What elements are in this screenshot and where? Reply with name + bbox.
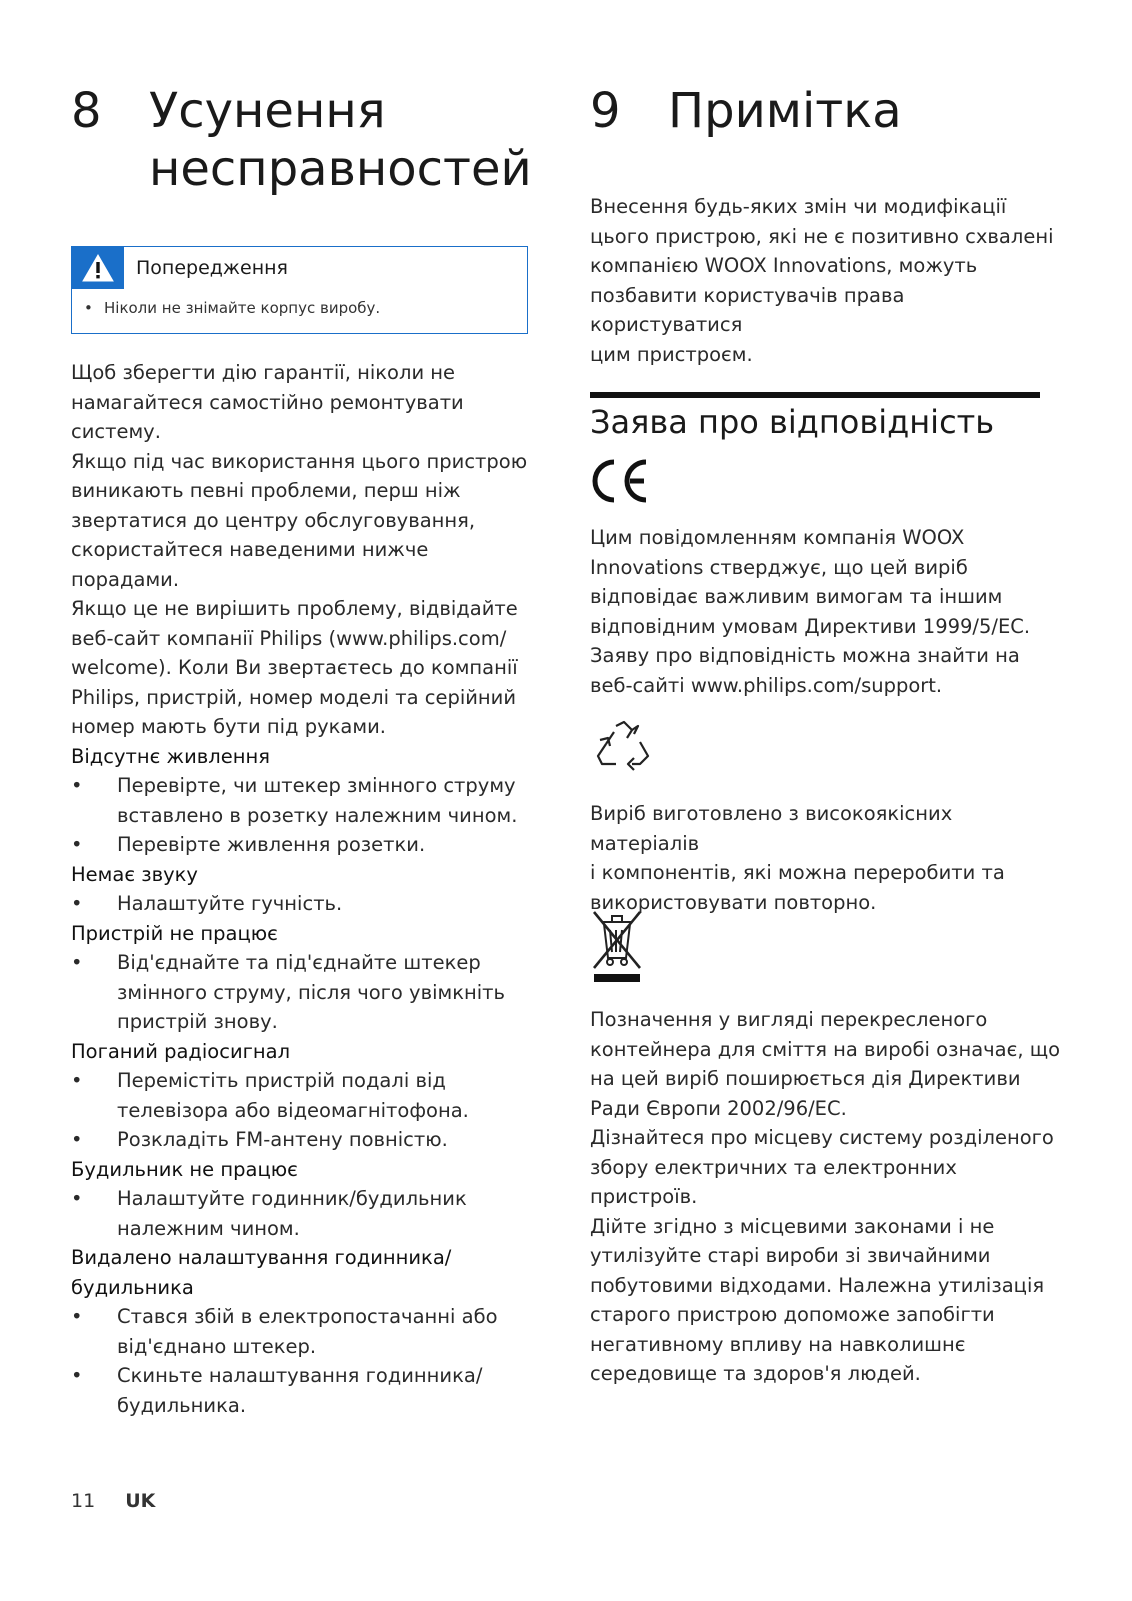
item-line: Налаштуйте гучність. [117,892,343,915]
warning-title: Попередження [136,257,288,279]
problem-heading [71,860,531,890]
item-line: змінного струму, після чого увімкніть [117,980,506,1004]
item-line: Перемістіть пристрій подалі від [117,1069,446,1092]
solution-list [71,1066,531,1155]
chapter-title: Примітка [668,83,902,139]
troubleshooting-body [71,358,531,1420]
solution-item [71,889,531,919]
solution-item [71,1066,531,1125]
heading-line: Будильник не працює [71,1157,298,1181]
paragraph-line: відповідним умовам Директиви 1999/5/EC. [590,614,1031,638]
page-number: 11 [71,1490,96,1512]
solution-item [71,1302,531,1361]
language-code: UK [125,1490,156,1512]
paragraph-line: Якщо під час використання цього пристрою [71,449,528,473]
paragraph-line: цим пристроєм. [590,342,753,366]
solution-list [71,1302,531,1420]
chapter-number: 8 [71,83,102,139]
problem-heading [71,1243,531,1302]
problem-heading [71,1037,531,1067]
paragraph-line: позбавити користувачів права користуватися [590,283,905,336]
notice-paragraph [590,192,1060,369]
solution-list [71,889,531,919]
paragraph-line: пристроїв. [590,1185,698,1208]
paragraph-line: скористайтеся наведеними нижче порадами. [71,538,429,591]
warning-box [71,246,528,334]
item-line: телевізора або відеомагнітофона. [117,1098,469,1122]
problem-heading [71,742,531,772]
solution-item [71,948,531,1037]
page-footer [71,1490,155,1512]
heading-line: Поганий радіосигнал [71,1039,291,1063]
chapter-title [149,82,532,198]
problem-heading [71,919,531,949]
item-line: пристрій знову. [117,1010,278,1033]
paragraph-line: утилізуйте старі вироби зі звичайними [590,1244,991,1267]
ce-paragraph [590,523,1060,700]
intro-paragraph [71,358,531,742]
solution-item [71,1361,531,1420]
paragraph-line: збору електричних та електронних [590,1155,957,1179]
heading-line: Відсутнє живлення [71,744,270,768]
recycle-icon [594,718,652,780]
chapter-title-line-1: Усунення [149,83,386,139]
paragraph-line: Заяву про відповідність можна знайти на [590,644,1020,667]
paragraph-line: веб-сайті www.philips.com/support. [590,673,943,697]
warning-icon [72,247,124,289]
paragraph-line: Дійте згідно з місцевими законами і не [590,1214,995,1238]
heading-line: будильника [71,1275,194,1299]
paragraph-line: компанією WOOX Innovations, можуть [590,254,978,277]
paragraph-line: середовище та здоров'я людей. [590,1362,921,1385]
paragraph-line: Ради Європи 2002/96/EC. [590,1096,847,1120]
paragraph-line: номер мають бути під руками. [71,715,386,738]
solution-list [71,948,531,1037]
paragraph-line: систему. [71,420,161,443]
recycle-paragraph [590,799,1060,917]
item-line: Перевірте живлення розетки. [117,833,426,856]
solution-item [71,771,531,830]
solution-item [71,1184,531,1243]
solution-list [71,771,531,860]
item-line: від'єднано штекер. [117,1334,317,1358]
paragraph-line: контейнера для сміття на виробі означає, що [590,1037,1061,1061]
heading-line: Видалено налаштування годинника/ [71,1246,452,1269]
chapter-title-line-2: несправностей [149,141,532,197]
paragraph-line: Якщо це не вирішить проблему, відвідайте [71,597,518,620]
paragraph-line: Внесення будь-яких змін чи модифікації [590,195,1007,218]
paragraph-line: використовувати повторно. [590,890,877,914]
heading-line: Пристрій не працює [71,921,278,945]
warning-header [72,247,527,289]
paragraph-line: Цим повідомленням компанія WOOX [590,526,965,549]
paragraph-line: виникають певні проблеми, перш ніж [71,479,461,502]
item-line: Розкладіть FM-антену повністю. [117,1128,448,1151]
warning-item [84,299,380,317]
bullet: • [84,299,93,317]
crossed-bin-icon [590,908,644,988]
paragraph-line: Philips, пристрій, номер моделі та серійний [71,685,517,709]
paragraph-line: відповідає важливим вимогам та іншим [590,585,1003,608]
problem-heading [71,1155,531,1185]
item-line: Від'єднайте та під'єднайте штекер [117,951,481,974]
paragraph-line: і компонентів, які можна переробити та [590,861,1005,884]
solution-list [71,1184,531,1243]
paragraph-line: Innovations стверджує, що цей виріб [590,555,968,579]
chapter-number: 9 [590,83,621,139]
warning-item-text: Ніколи не знімайте корпус виробу. [104,299,381,317]
paragraph-line: цього пристрою, які не є позитивно схвалені [590,224,1054,248]
paragraph-line: Позначення у вигляді перекресленого [590,1008,988,1031]
item-line: Налаштуйте годинник/будильник [117,1187,467,1210]
heading-line: Немає звуку [71,862,198,886]
paragraph-line: Дізнайтеся про місцеву систему розділеного [590,1126,1054,1149]
paragraph-line: побутовими відходами. Належна утилізація [590,1273,1045,1297]
item-line: будильника. [117,1393,247,1417]
paragraph-line: welcome). Коли Ви звертаєтесь до компанії [71,656,518,679]
section-rule [590,392,1040,398]
paragraph-line: намагайтеся самостійно ремонтувати [71,390,464,414]
solution-item [71,830,531,860]
paragraph-line: старого пристрою допоможе запобігти [590,1303,995,1326]
paragraph-line: Виріб виготовлено з високоякісних матеріалів [590,802,953,855]
item-line: Скиньте налаштування годинника/ [117,1364,483,1387]
troubleshooting-sections [71,742,531,1421]
paragraph-line: негативному впливу на навколишнє [590,1332,966,1356]
paragraph-line: на цей виріб поширюється дія Директиви [590,1067,1021,1090]
solution-item [71,1125,531,1155]
ce-mark-icon [590,458,652,508]
item-line: Стався збій в електропостачанні або [117,1305,498,1328]
section-title: Заява про відповідність [590,403,995,441]
item-line: вставлено в розетку належним чином. [117,803,518,827]
weee-paragraph [590,1005,1060,1389]
item-line: належним чином. [117,1216,300,1240]
paragraph-line: звертатися до центру обслуговування, [71,508,476,532]
item-line: Перевірте, чи штекер змінного струму [117,774,516,797]
paragraph-line: веб-сайт компанії Philips (www.philips.com/ [71,626,507,650]
paragraph-line: Щоб зберегти дію гарантії, ніколи не [71,361,456,384]
